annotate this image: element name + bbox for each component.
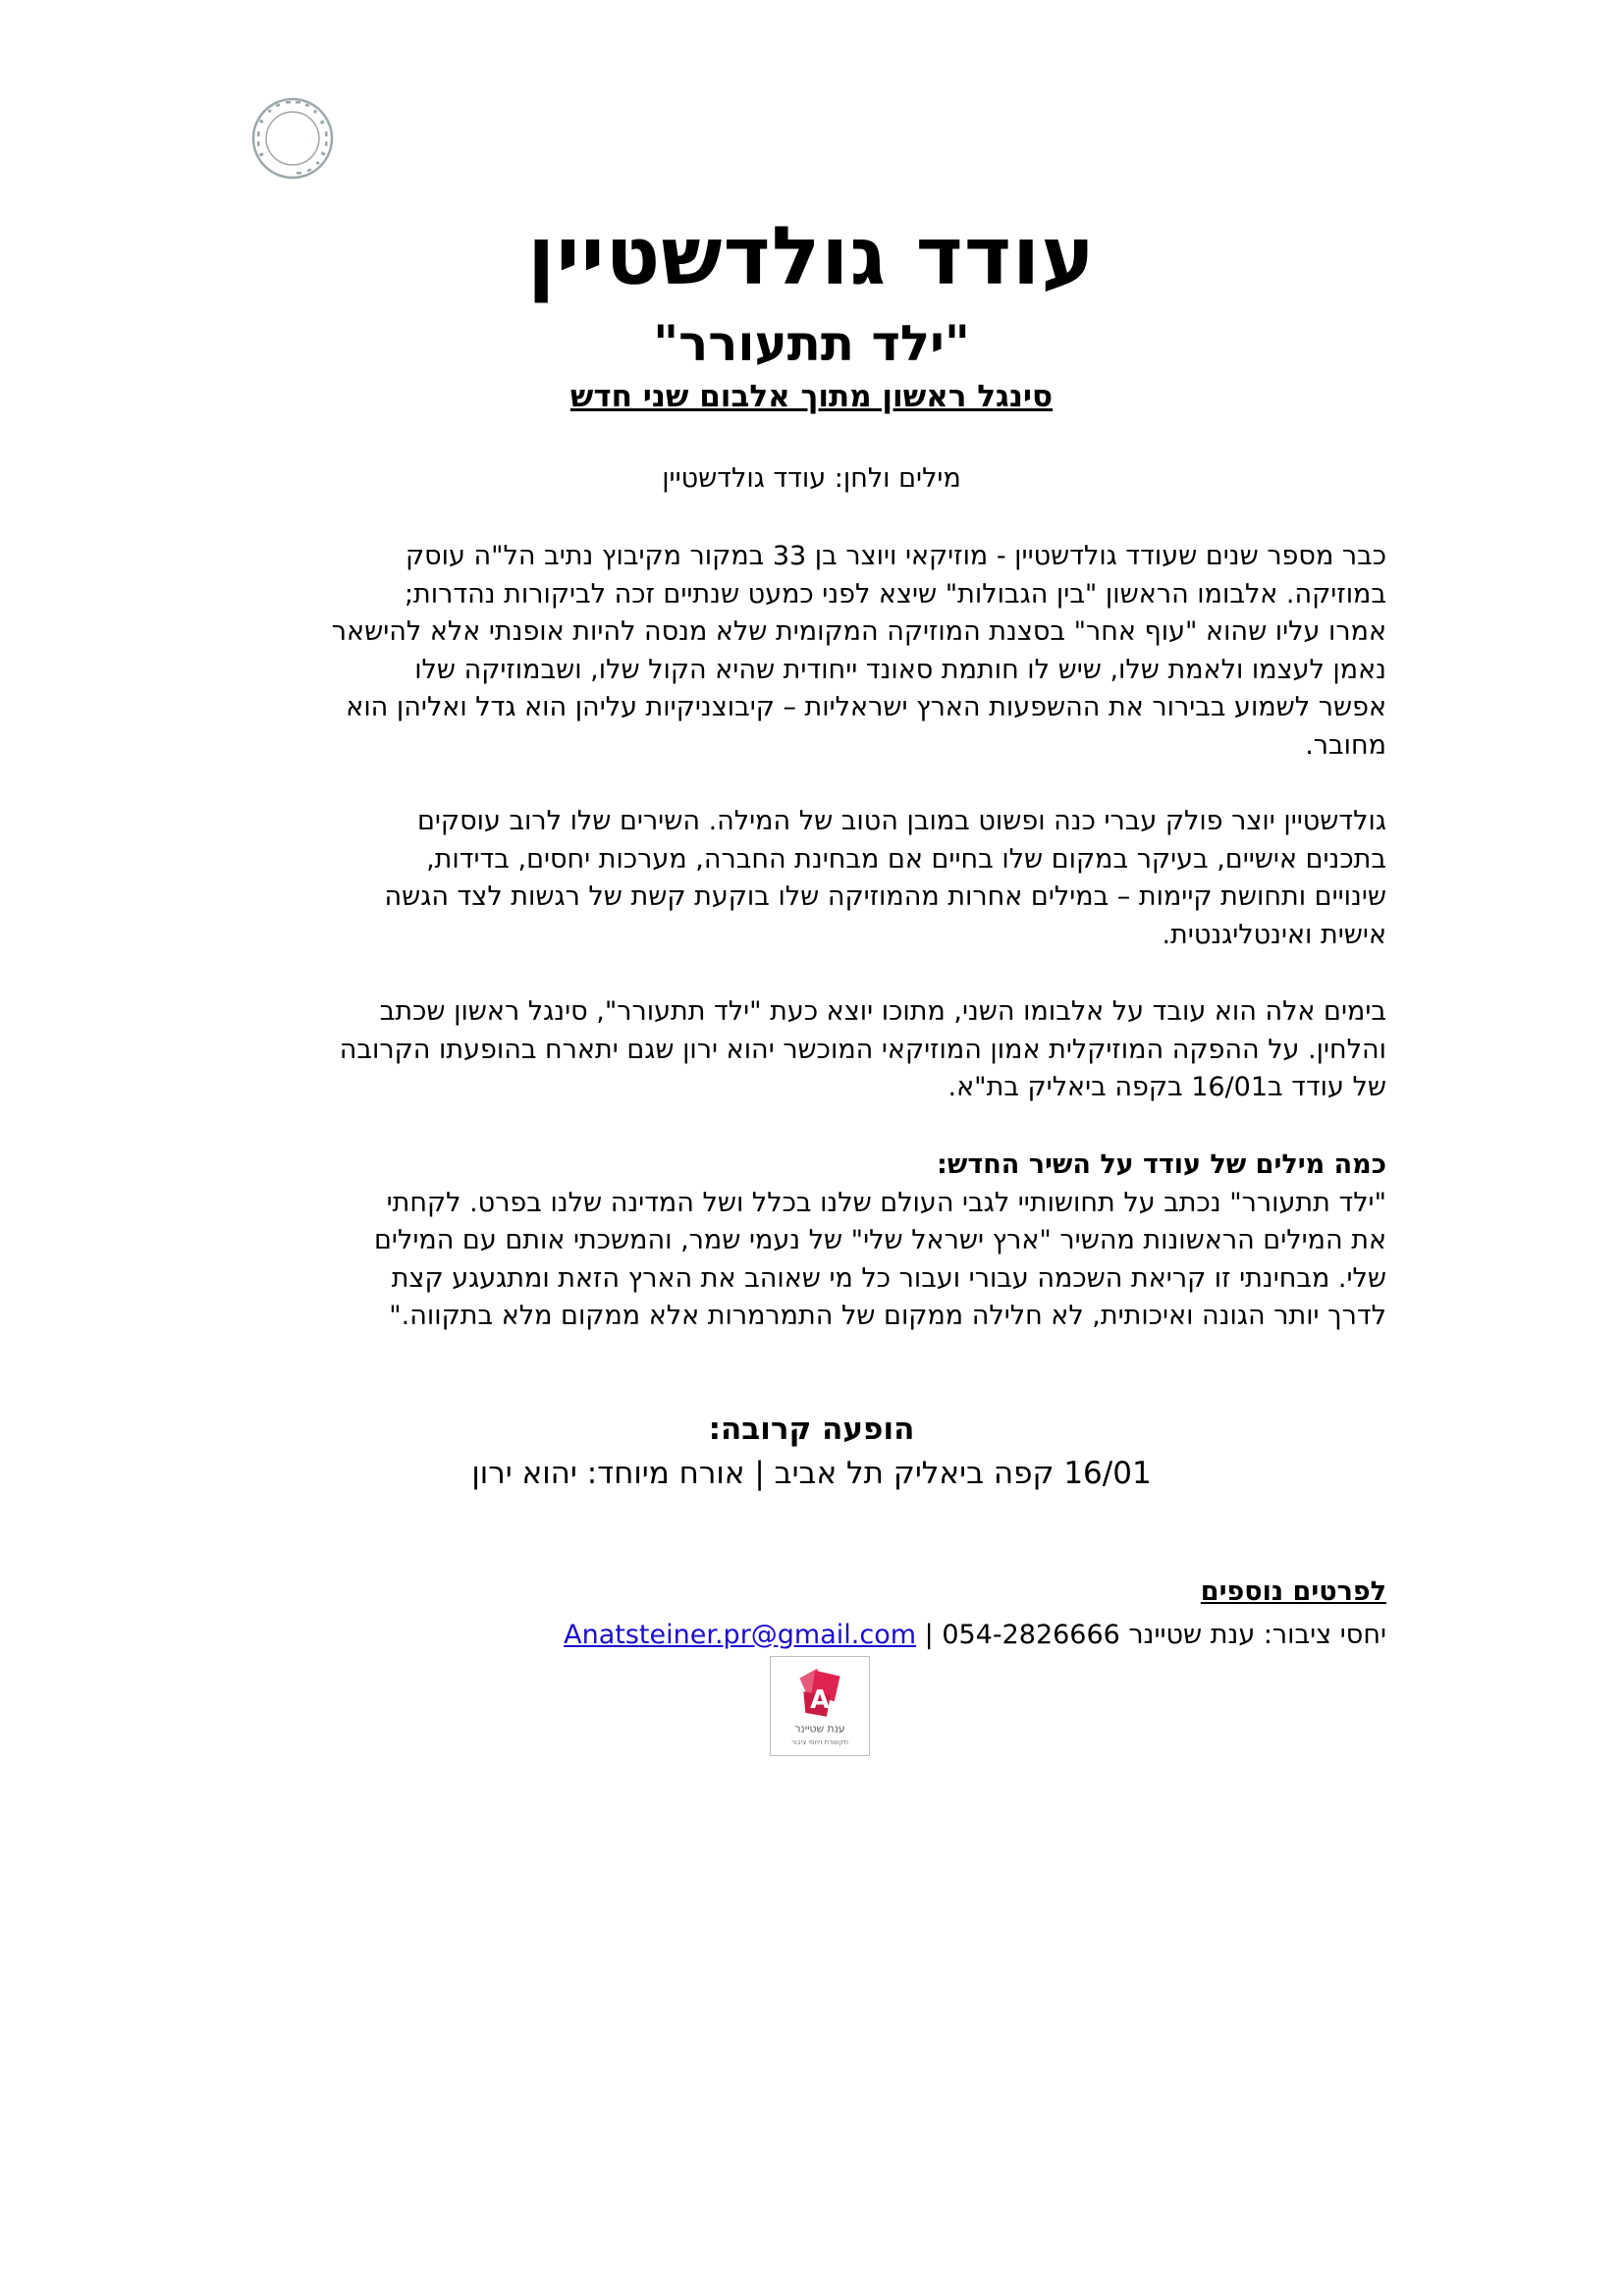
single-tagline: סינגל ראשון מתוך אלבום שני חדש [569,379,1054,414]
quote-line: שלי. מבחינתי זו קריאת השכמה עבורי ועבור כל מי שאוהב את הארץ הזאת ומתגעגע קצת [391,1262,1386,1294]
paragraph-new-album [247,993,1386,1107]
single-title: "ילד תתעורר" [653,315,970,372]
artist-quote [247,1147,1386,1336]
performance-heading: הופעה קרובה: [708,1412,915,1447]
paragraph-line: והלחין. על ההפקה המוזיקלית אמון המוזיקאי המוכשר יהוא ירון שגם יתארח בהופעתו הקרובה [339,1034,1386,1065]
agency-logo [770,1656,870,1756]
performance-details: 16/01 קפה ביאליק תל אביב | אורח מיוחד: יהוא ירון [471,1456,1152,1491]
contact-heading: לפרטים נוספים [1200,1576,1386,1607]
paragraph-line: נאמן לעצמו ולאמת שלו, שיש לו חותמת סאונד ייחודית שהיא הקול שלו, ושבמוזיקה שלו [414,654,1386,685]
paragraph-line: בתכנים אישיים, בעיקר במקום שלו בחיים אם מבחינת החברה, מערכות יחסים, בדידות, [426,843,1386,875]
quote-line: "ילד תתעורר" נכתב על תחושותיי לגבי העולם שלנו בכלל ושל המדינה שלנו בפרט. לקחתי [386,1187,1386,1218]
paragraph-line: שינויים ותחושת קיימות – במילים אחרות מהמוזיקה שלו בוקעת קשת של רגשות לצד הגשה [384,881,1386,913]
paragraph-line: כבר מספר שנים שעודד גולדשטיין - מוזיקאי ויוצר בן 33 במקור מקיבוץ נתיב הל"ה עוסק [405,541,1386,571]
page-title: עודד גולדשטיין [527,210,1096,303]
song-credits: מילים ולחן: עודד גולדשטיין [662,463,961,494]
contact-label: יחסי ציבור: ענת שטיינר 054-2826666 | [924,1620,1386,1650]
paragraph-line: גולדשטיין יוצר פולק עברי כנה ופשוט במובן הטוב של המילה. השירים שלו לרוב עוסקים [416,806,1386,836]
svg-text:A: A [810,1684,830,1715]
quote-line: את המילים הראשונות מהשיר "ארץ ישראל שלי" של נעמי שמר, והמשכתי אותם עם המילים [374,1225,1386,1256]
press-release-stamp-icon [250,96,335,181]
paragraph-line: אפשר לשמוע בבירור את ההשפעות הארץ ישראליות – קיבוצניקיות עליהן הוא גדל ואליהן הוא [346,692,1386,723]
contact-line [247,1618,1386,1653]
paragraph-bio [247,538,1386,766]
paragraph-line: מחובר. [1305,729,1386,761]
quote-heading: כמה מילים של עודד על השיר החדש: [937,1149,1386,1180]
quote-line: לדרך יותר הגונה ואיכותית, לא חלילה ממקום של התמרמרות אלא ממקום מלא בתקווה." [389,1301,1386,1332]
paragraph-line: של עודד ב16/01 בקפה ביאליק בת"א. [947,1072,1386,1103]
paragraph-line: אישית ואינטליגנטית. [1162,919,1386,950]
paragraph-line: בימים אלה הוא עובד על אלבומו השני, מתוכו יוצא כעת "ילד תתעורר", סינגל ראשון שכתב [379,996,1386,1027]
paragraph-line: אמרו עליו שהוא "עוף אחר" בסצנת המוזיקה המקומית שלא מנסה להיות אופנתי אלא להישאר [331,616,1386,648]
contact-email-link[interactable]: Anatsteiner.pr@gmail.com [564,1620,917,1650]
paragraph-style [247,803,1386,954]
logo-name: ענת שטיינר [794,1722,845,1735]
logo-tagline: תקשורת ויחסי ציבור [790,1738,849,1747]
paragraph-line: במוזיקה. אלבומו הראשון "בין הגבולות" שיצא לפני כמעט שנתיים זכה לביקורות נהדרות; [404,578,1386,610]
